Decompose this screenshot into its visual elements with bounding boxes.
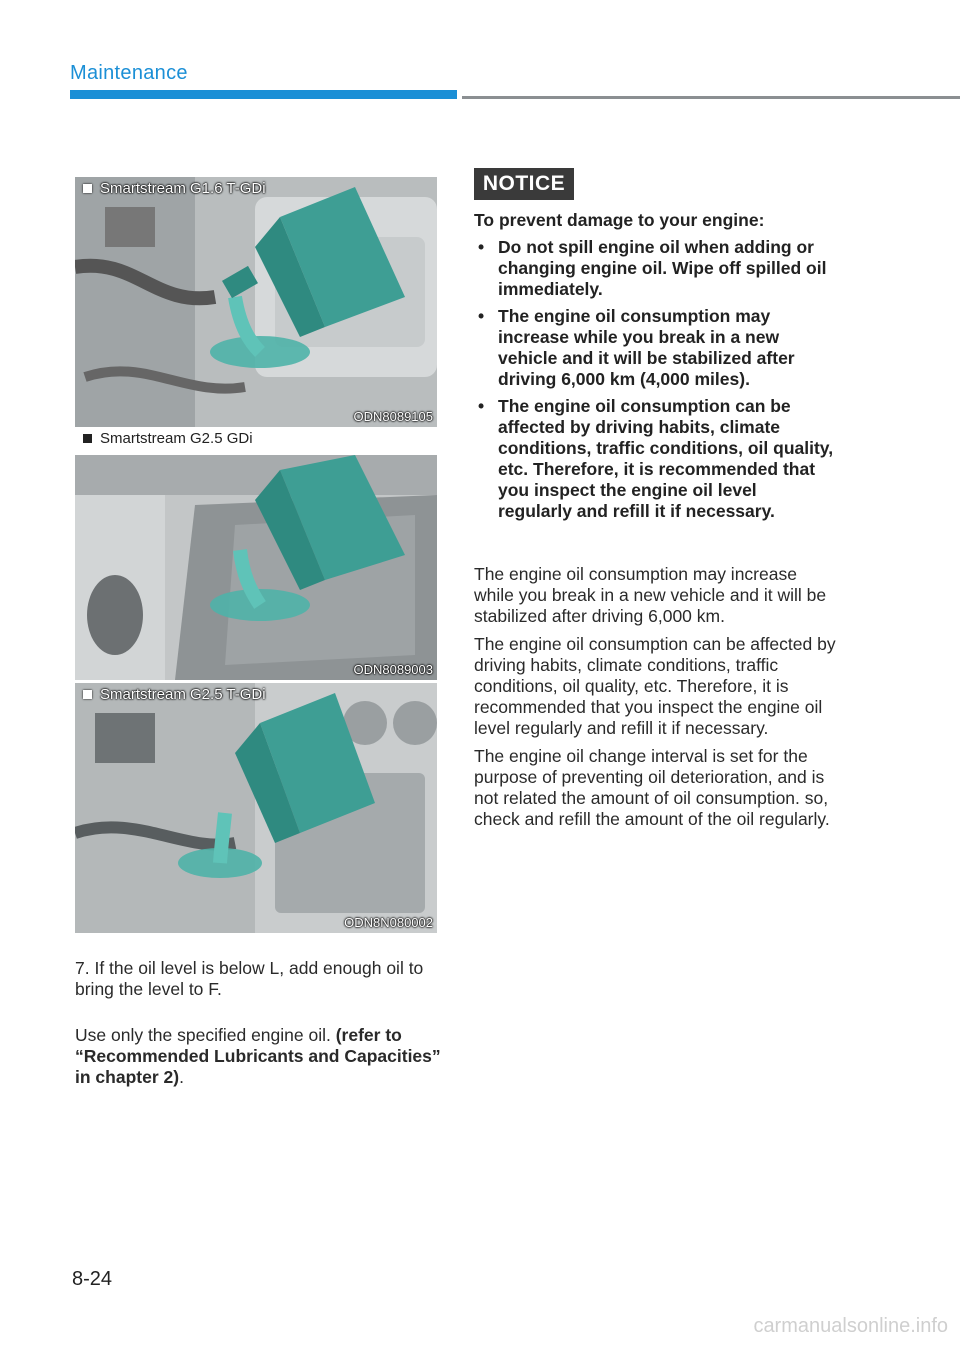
- figure-g25-tgdi: [75, 683, 437, 933]
- use-only-reference: (refer to “Recommended Lubricants and Capacities” in chapter 2): [75, 1025, 441, 1087]
- figure-label: [83, 430, 253, 447]
- bullet-icon: •: [478, 306, 485, 326]
- square-bullet-icon: [83, 184, 92, 193]
- notice-badge: NOTICE: [474, 168, 574, 200]
- notice-item-text: The engine oil consumption may increase while you break in a new vehicle and it will be stabilized after driving 6,000 km (4,000 miles).: [498, 306, 795, 389]
- figure-label-text: Smartstream G1.6 T-GDi: [100, 180, 266, 197]
- figure-label-text: Smartstream G2.5 T-GDi: [100, 686, 266, 703]
- body-paragraphs: [474, 564, 836, 837]
- bullet-icon: •: [478, 237, 485, 257]
- bullet-icon: •: [478, 396, 485, 416]
- header-rule-gray: [462, 96, 960, 99]
- notice-box: [474, 210, 834, 528]
- notice-item-text: The engine oil consumption can be affected by driving habits, climate conditions, traffic conditions, oil quality, etc. Therefore, it is recommended that you inspect the engine oil level regularly and refill it if necessary.: [498, 396, 834, 521]
- list-item: [474, 237, 834, 300]
- notice-item-text: Do not spill engine oil when adding or changing engine oil. Wipe off spilled oil immediately.: [498, 237, 827, 299]
- header-rule-accent: [70, 90, 457, 99]
- figure-code: ODN8N080002: [344, 915, 433, 930]
- list-item: [474, 396, 834, 522]
- paragraph: The engine oil consumption may increase while you break in a new vehicle and it will be stabilized after driving 6,000 km.: [474, 564, 827, 626]
- page-number: 8-24: [72, 1268, 113, 1290]
- watermark: carmanualsonline.info: [753, 1315, 948, 1337]
- notice-intro: To prevent damage to your engine:: [474, 210, 765, 230]
- notice-list: [474, 237, 834, 522]
- figure-label-text: Smartstream G2.5 GDi: [100, 430, 253, 447]
- square-bullet-icon: [83, 690, 92, 699]
- paragraph: The engine oil change interval is set for the purpose of preventing oil deterioration, and is not related the amount of oil consumption. so, check and refill the amount of the oil regularly.: [474, 746, 830, 829]
- use-only-regular: Use only the specified engine oil.: [75, 1025, 331, 1045]
- figure-label: [83, 180, 266, 197]
- figure-code: ODN8089105: [353, 409, 433, 424]
- engine-oil-fill-illustration-2: [75, 455, 437, 680]
- figure-code: ODN8089003: [353, 662, 433, 677]
- engine-oil-fill-illustration-3: [75, 683, 437, 933]
- engine-oil-fill-illustration-1: [75, 177, 437, 427]
- square-bullet-icon: [83, 434, 92, 443]
- figure-g16-tgdi: [75, 177, 437, 427]
- use-only-end: .: [179, 1067, 184, 1087]
- list-item: [474, 306, 834, 390]
- paragraph: The engine oil consumption can be affected by driving habits, climate conditions, traffic conditions, oil quality, etc. Therefore, it is recommended that you inspect the engine oil level regularly and refill it if necessary.: [474, 634, 836, 738]
- figure-label: [83, 686, 266, 703]
- figure-g25-gdi: [75, 455, 437, 680]
- section-title: Maintenance: [70, 62, 188, 84]
- step-7-text: 7. If the oil level is below L, add enough oil to bring the level to F.: [75, 958, 424, 999]
- use-only-paragraph: [75, 1025, 445, 1088]
